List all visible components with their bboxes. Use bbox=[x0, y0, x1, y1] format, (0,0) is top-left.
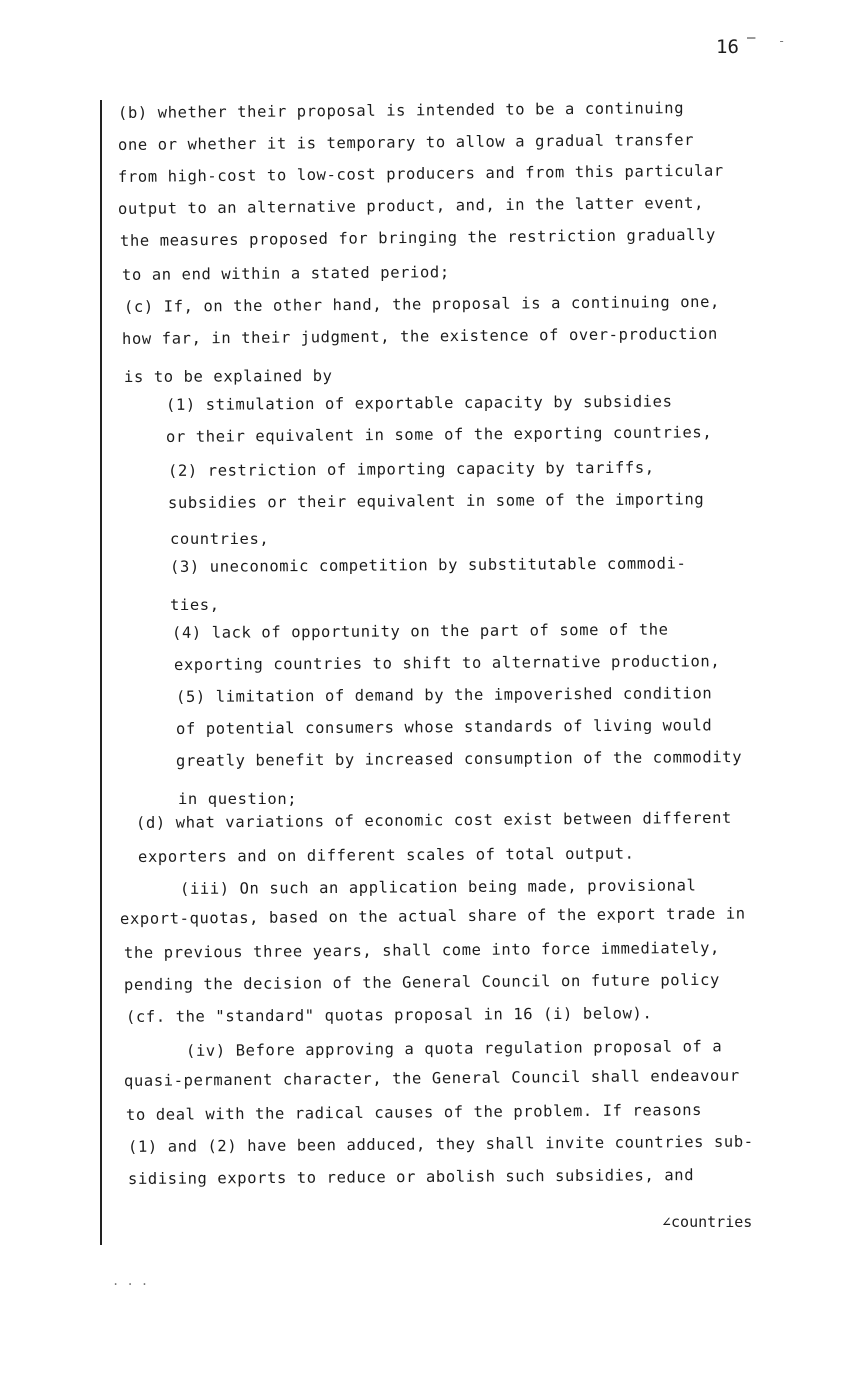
page-number-dash: – bbox=[747, 30, 756, 46]
text-line: (iii) On such an application being made, provisional bbox=[179, 876, 697, 898]
text-line: (5) limitation of demand by the impoverished condition bbox=[175, 684, 713, 706]
text-line: (3) uneconomic competition by substitutable commodi- bbox=[169, 554, 687, 576]
text-line: export-quotas, based on the actual share of the export trade in bbox=[119, 904, 746, 928]
left-margin-rule bbox=[100, 100, 102, 1245]
text-line: (4) lack of opportunity on the part of some of the bbox=[171, 620, 669, 642]
text-line: (c) If, on the other hand, the proposal is a continuing one, bbox=[123, 292, 720, 316]
text-line: how far, in their judgment, the existence of over-production bbox=[121, 324, 718, 348]
catchword: ∠countries bbox=[662, 1213, 753, 1231]
stray-mark: - bbox=[778, 34, 786, 48]
text-line: from high-cost to low-cost producers and from this particular bbox=[117, 161, 724, 186]
text-line: greatly benefit by increased consumption of the commodity bbox=[175, 748, 743, 770]
text-line: is to be explained by bbox=[123, 366, 333, 386]
text-line: of potential consumers whose standards of living would bbox=[175, 716, 713, 738]
text-line: (iv) Before approving a quota regulation proposal of a bbox=[185, 1037, 723, 1060]
text-line: output to an alternative product, and, in the latter event, bbox=[117, 193, 705, 218]
text-line: countries, bbox=[170, 530, 270, 548]
text-line: subsidies or their equivalent in some of the importing bbox=[167, 490, 705, 512]
text-line: or their equivalent in some of the exporting countries, bbox=[165, 423, 713, 446]
text-line: the measures proposed for bringing the restriction gradually bbox=[119, 225, 716, 250]
text-line: quasi-permanent character, the General Council shall endeavour bbox=[123, 1066, 740, 1090]
text-line: (b) whether their proposal is intended to be a continuing bbox=[117, 99, 685, 122]
text-line: (2) restriction of importing capacity by tariffs, bbox=[167, 458, 655, 480]
text-line: (1) and (2) have been adduced, they shall invite countries sub- bbox=[127, 1132, 754, 1156]
text-line: sidising exports to reduce or abolish such subsidies, and bbox=[127, 1166, 695, 1188]
text-line: to an end within a stated period; bbox=[121, 263, 450, 284]
text-line: exporters and on different scales of total output. bbox=[137, 844, 635, 866]
text-line: (1) stimulation of exportable capacity by subsidies bbox=[165, 392, 673, 414]
text-line: one or whether it is temporary to allow a gradual transfer bbox=[117, 130, 695, 154]
text-line: in question; bbox=[178, 790, 298, 808]
text-line: exporting countries to shift to alternative production, bbox=[173, 652, 721, 674]
page-number: 16 bbox=[716, 36, 739, 58]
text-line: (cf. the "standard" quotas proposal in 16 (i) below). bbox=[125, 1004, 653, 1026]
text-line: to deal with the radical causes of the problem. If reasons bbox=[125, 1100, 703, 1124]
text-line: (d) what variations of economic cost exist between different bbox=[135, 808, 732, 832]
text-line: ties, bbox=[170, 596, 220, 614]
text-line: pending the decision of the General Council on future policy bbox=[123, 970, 720, 994]
text-line: the previous three years, shall come into force immediately, bbox=[123, 938, 720, 962]
stray-mark: . . . bbox=[112, 1274, 149, 1288]
